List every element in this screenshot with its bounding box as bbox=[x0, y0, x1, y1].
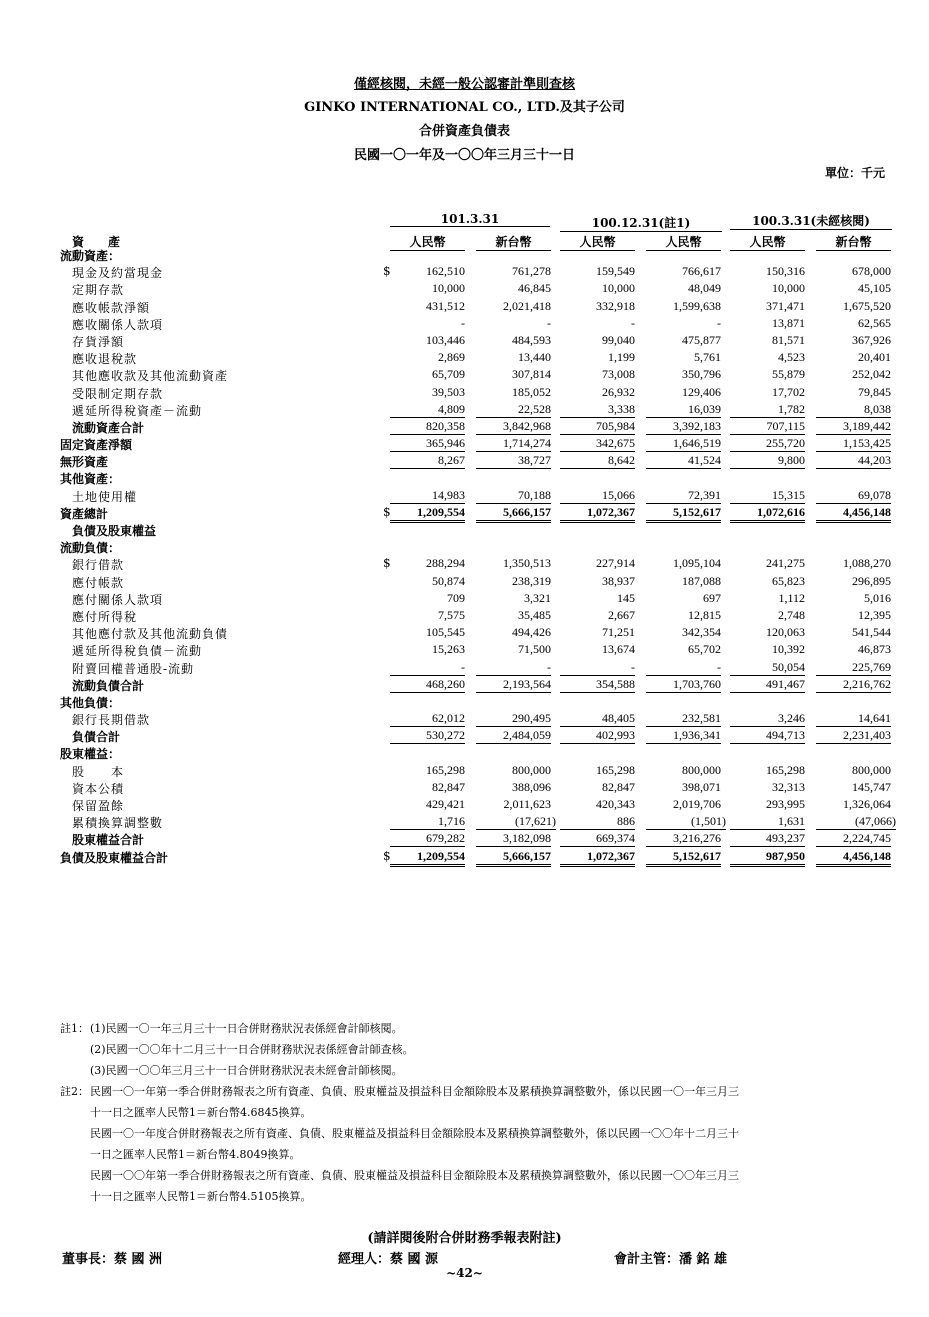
value-cell: 332,918 bbox=[596, 298, 635, 313]
value-cell: 5,761 bbox=[694, 350, 721, 365]
note-text: 十一日之匯率人民幣1＝新台幣4.6845換算。 bbox=[90, 1106, 312, 1119]
value-cell: 2,011,623 bbox=[503, 797, 551, 811]
value-cell: 2,021,418 bbox=[503, 298, 551, 313]
table-row bbox=[0, 298, 929, 315]
value-cell: 72,391 bbox=[646, 488, 721, 504]
table-row bbox=[0, 504, 929, 521]
table-row bbox=[0, 315, 929, 332]
table-row bbox=[0, 659, 929, 676]
value-cell: 55,879 bbox=[772, 367, 805, 382]
table-row bbox=[0, 830, 929, 847]
note-line bbox=[60, 1039, 900, 1060]
row-label: 股東權益合計 bbox=[72, 833, 145, 848]
table-row bbox=[0, 624, 929, 641]
value-cell: 10,000 bbox=[772, 281, 805, 296]
value-cell: 1,072,367 bbox=[560, 505, 635, 523]
value-cell: 678,000 bbox=[852, 264, 891, 279]
table-row bbox=[0, 727, 929, 744]
table-row bbox=[0, 744, 929, 761]
table-row bbox=[0, 573, 929, 590]
row-label: 遞延所得稅資產－流動 bbox=[72, 403, 203, 418]
value-cell: 12,395 bbox=[858, 607, 891, 622]
row-label: 其他資產： bbox=[60, 472, 121, 487]
value-cell: 165,298 bbox=[766, 762, 805, 777]
dollar-sign: $ bbox=[383, 504, 391, 519]
row-label: 資產總計 bbox=[60, 506, 109, 521]
value-cell: 1,112 bbox=[778, 590, 805, 605]
value-cell: 38,727 bbox=[476, 453, 551, 469]
value-cell: 4,809 bbox=[390, 402, 465, 418]
value-cell: 46,845 bbox=[518, 281, 551, 296]
table-row bbox=[0, 263, 929, 280]
value-cell: 296,895 bbox=[852, 573, 891, 588]
note-text: (2)民國一〇〇年十二月三十一日合併財務狀況表係經會計師查核。 bbox=[90, 1043, 414, 1056]
value-cell: 342,675 bbox=[560, 436, 635, 452]
value-cell: 150,316 bbox=[766, 264, 805, 279]
value-cell: 3,216,276 bbox=[646, 831, 721, 847]
value-cell: 48,049 bbox=[688, 281, 721, 296]
value-cell: 46,873 bbox=[858, 642, 891, 657]
value-cell: 1,703,760 bbox=[646, 677, 721, 693]
value-cell: 232,581 bbox=[646, 711, 721, 727]
value-cell: (47,066) bbox=[816, 814, 896, 830]
value-cell: 371,471 bbox=[766, 298, 805, 313]
value-cell: 2,869 bbox=[438, 350, 465, 365]
value-cell: 431,512 bbox=[426, 298, 465, 313]
note-text: 民國一〇一年度合併財務報表之所有資產、負債、股東權益及損益科目金額除股本及累積換算調整數外，係以民國一〇〇年十二月三十 bbox=[90, 1127, 739, 1140]
value-cell: 129,406 bbox=[682, 384, 721, 399]
value-cell: 293,995 bbox=[766, 797, 805, 811]
value-cell: 541,544 bbox=[852, 625, 891, 640]
row-label: 應收關係人款項 bbox=[72, 317, 164, 332]
value-cell: 679,282 bbox=[390, 831, 465, 847]
value-cell: 398,071 bbox=[682, 779, 721, 794]
row-label: 應收退稅款 bbox=[72, 352, 138, 367]
value-cell: (17,621) bbox=[476, 814, 556, 830]
value-cell: (1,501) bbox=[646, 814, 726, 830]
value-cell: 5,666,157 bbox=[476, 505, 551, 523]
row-label: 股 本 bbox=[72, 764, 125, 779]
value-cell: 241,275 bbox=[766, 556, 805, 571]
assets-section-header: 資 產 bbox=[72, 235, 121, 249]
value-cell: - bbox=[547, 315, 551, 330]
row-label: 負債合計 bbox=[72, 730, 121, 745]
row-label: 附賣回權普通股-流動 bbox=[72, 661, 195, 676]
row-label: 流動負債： bbox=[60, 541, 121, 556]
value-cell: 8,038 bbox=[816, 402, 891, 418]
value-cell: - bbox=[560, 660, 635, 676]
row-label: 銀行借款 bbox=[72, 558, 125, 573]
value-cell: 73,008 bbox=[602, 367, 635, 382]
value-cell: 41,524 bbox=[646, 453, 721, 469]
value-cell: 705,984 bbox=[560, 419, 635, 435]
value-cell: 3,182,098 bbox=[476, 831, 551, 847]
row-label: 資本公積 bbox=[72, 781, 125, 796]
value-cell: 81,571 bbox=[772, 332, 805, 347]
value-cell: 402,993 bbox=[560, 728, 635, 744]
value-cell: - bbox=[476, 660, 551, 676]
value-cell: 165,298 bbox=[596, 762, 635, 777]
value-cell: 3,189,442 bbox=[816, 419, 891, 435]
row-label: 負債及股東權益合計 bbox=[60, 850, 169, 865]
table-row bbox=[0, 813, 929, 830]
note-text: 一日之匯率人民幣1＝新台幣4.8049換算。 bbox=[90, 1148, 301, 1161]
value-cell: 766,617 bbox=[682, 264, 721, 279]
row-label: 定期存款 bbox=[72, 283, 125, 298]
value-cell: 32,313 bbox=[772, 779, 805, 794]
note-line bbox=[60, 1165, 900, 1186]
value-cell: 1,646,519 bbox=[646, 436, 721, 452]
value-cell: 1,599,638 bbox=[673, 298, 721, 313]
value-cell: 12,815 bbox=[688, 607, 721, 622]
value-cell: 491,467 bbox=[730, 677, 805, 693]
value-cell: 185,052 bbox=[512, 384, 551, 399]
value-cell: 10,392 bbox=[772, 642, 805, 657]
value-cell: 3,321 bbox=[524, 590, 551, 605]
value-cell: 187,088 bbox=[682, 573, 721, 588]
value-cell: 484,593 bbox=[512, 332, 551, 347]
value-cell: 252,042 bbox=[852, 367, 891, 382]
note-text: 十一日之匯率人民幣1＝新台幣4.5105換算。 bbox=[90, 1190, 312, 1203]
value-cell: - bbox=[717, 315, 721, 330]
row-label: 應付帳款 bbox=[72, 575, 125, 590]
value-cell: 1,782 bbox=[730, 402, 805, 418]
value-cell: 10,000 bbox=[432, 281, 465, 296]
value-cell: 7,575 bbox=[438, 607, 465, 622]
value-cell: 44,203 bbox=[816, 453, 891, 469]
note-prefix: 註1： bbox=[60, 1022, 89, 1035]
value-cell: 1,199 bbox=[608, 350, 635, 365]
value-cell: 71,251 bbox=[602, 625, 635, 640]
value-cell: - bbox=[631, 315, 635, 330]
row-label: 其他應收款及其他流動資產 bbox=[72, 369, 229, 384]
value-cell: 15,315 bbox=[730, 488, 805, 504]
dollar-sign: $ bbox=[383, 848, 391, 863]
value-cell: 14,983 bbox=[390, 488, 465, 504]
value-cell: 17,702 bbox=[772, 384, 805, 399]
footer-title: (請詳閱後附合併財務季報表附註) bbox=[367, 1231, 562, 1246]
value-cell: 1,936,341 bbox=[646, 728, 721, 744]
value-cell: 1,714,274 bbox=[476, 436, 551, 452]
table-row bbox=[0, 418, 929, 435]
table-row bbox=[0, 848, 929, 865]
value-cell: 79,845 bbox=[858, 384, 891, 399]
col-group-100-3-31: 100.3.31(未經核閱) bbox=[730, 212, 892, 230]
col-group-101-3-31: 101.3.31 bbox=[390, 212, 550, 227]
value-cell: 886 bbox=[560, 814, 635, 830]
value-cell: 165,298 bbox=[426, 762, 465, 777]
value-cell: 1,095,104 bbox=[673, 556, 721, 571]
row-label: 保留盈餘 bbox=[72, 799, 125, 813]
value-cell: 69,078 bbox=[816, 488, 891, 504]
note-text: (1)民國一〇一年三月三十一日合併財務狀況表係經會計師核閱。 bbox=[90, 1022, 403, 1035]
value-cell: 429,421 bbox=[426, 797, 465, 811]
value-cell: 145 bbox=[617, 590, 635, 605]
value-cell: 225,769 bbox=[816, 660, 891, 676]
value-cell: 255,720 bbox=[730, 436, 805, 452]
currency-header: 人民幣 bbox=[730, 233, 805, 251]
accountant-signature: 會計主管：潘 銘 雄 bbox=[614, 1252, 728, 1267]
value-cell: 2,193,564 bbox=[476, 677, 551, 693]
value-cell: 9,800 bbox=[730, 453, 805, 469]
note-text: (3)民國一〇〇年三月三十一日合併財務狀況表未經會計師核閱。 bbox=[90, 1064, 403, 1077]
row-label: 無形資產 bbox=[60, 455, 109, 470]
value-cell: 307,814 bbox=[512, 367, 551, 382]
row-label: 遞延所得稅負債－流動 bbox=[72, 644, 203, 659]
value-cell: 290,495 bbox=[476, 711, 551, 727]
row-label: 股東權益： bbox=[60, 747, 121, 762]
value-cell: - bbox=[461, 315, 465, 330]
row-label: 存貨淨額 bbox=[72, 334, 125, 349]
value-cell: 62,565 bbox=[858, 315, 891, 330]
value-cell: 2,216,762 bbox=[816, 677, 891, 693]
value-cell: 800,000 bbox=[512, 762, 551, 777]
note-line bbox=[60, 1081, 900, 1102]
row-label: 土地使用權 bbox=[72, 489, 138, 504]
value-cell: 1,209,554 bbox=[390, 849, 465, 867]
value-cell: 82,847 bbox=[432, 779, 465, 794]
note-text: 民國一〇一年第一季合併財務報表之所有資產、負債、股東權益及損益科目金額除股本及累積換算調整數外，係以民國一〇一年三月三 bbox=[90, 1085, 739, 1098]
table-row bbox=[0, 676, 929, 693]
note-line bbox=[60, 1144, 900, 1165]
value-cell: 162,510 bbox=[426, 264, 465, 279]
table-row bbox=[0, 521, 929, 538]
value-cell: 5,152,617 bbox=[646, 505, 721, 523]
value-cell: - bbox=[646, 660, 721, 676]
note-line bbox=[60, 1018, 900, 1039]
value-cell: 2,667 bbox=[608, 607, 635, 622]
value-cell: 4,523 bbox=[778, 350, 805, 365]
note-line bbox=[60, 1123, 900, 1144]
value-cell: 50,874 bbox=[432, 573, 465, 588]
value-cell: 39,503 bbox=[432, 384, 465, 399]
statement-title: 合併資產負債表 bbox=[418, 124, 510, 139]
value-cell: 65,823 bbox=[772, 573, 805, 588]
value-cell: 530,272 bbox=[390, 728, 465, 744]
value-cell: 8,267 bbox=[390, 453, 465, 469]
value-cell: 365,946 bbox=[390, 436, 465, 452]
value-cell: 4,456,148 bbox=[816, 849, 891, 867]
value-cell: 159,549 bbox=[596, 264, 635, 279]
value-cell: 38,937 bbox=[602, 573, 635, 588]
value-cell: 820,358 bbox=[390, 419, 465, 435]
value-cell: 697 bbox=[703, 590, 721, 605]
value-cell: 800,000 bbox=[682, 762, 721, 777]
balance-sheet-table bbox=[0, 246, 929, 865]
statement-date: 民國一〇一年及一〇〇年三月三十一日 bbox=[353, 148, 575, 163]
value-cell: 145,747 bbox=[852, 779, 891, 794]
value-cell: 13,440 bbox=[518, 350, 551, 365]
value-cell: 10,000 bbox=[602, 281, 635, 296]
table-row bbox=[0, 762, 929, 779]
value-cell: 342,354 bbox=[682, 625, 721, 640]
value-cell: 22,528 bbox=[476, 402, 551, 418]
value-cell: 2,231,403 bbox=[816, 728, 891, 744]
value-cell: 2,019,706 bbox=[673, 797, 721, 811]
value-cell: 1,088,270 bbox=[843, 556, 891, 571]
value-cell: 103,446 bbox=[426, 332, 465, 347]
row-label: 現金及約當現金 bbox=[72, 266, 164, 281]
note-text: 民國一〇〇年第一季合併財務報表之所有資產、負債、股東權益及損益科目金額除股本及累積換算調整數外，係以民國一〇〇年三月三 bbox=[90, 1169, 739, 1182]
table-row bbox=[0, 538, 929, 555]
value-cell: 1,675,520 bbox=[843, 298, 891, 313]
currency-header: 人民幣 bbox=[390, 233, 465, 251]
col-group-100-12-31: 100.12.31(註1) bbox=[560, 214, 722, 232]
value-cell: 350,796 bbox=[682, 367, 721, 382]
value-cell: 65,702 bbox=[688, 642, 721, 657]
value-cell: 105,545 bbox=[426, 625, 465, 640]
value-cell: 3,338 bbox=[560, 402, 635, 418]
value-cell: 761,278 bbox=[512, 264, 551, 279]
value-cell: 1,631 bbox=[730, 814, 805, 830]
value-cell: 669,374 bbox=[560, 831, 635, 847]
table-row bbox=[0, 246, 929, 263]
value-cell: 494,426 bbox=[512, 625, 551, 640]
note-prefix: 註2： bbox=[60, 1085, 89, 1098]
value-cell: 707,115 bbox=[730, 419, 805, 435]
value-cell: 1,153,425 bbox=[816, 436, 891, 452]
value-cell: 4,456,148 bbox=[816, 505, 891, 523]
value-cell: 13,674 bbox=[602, 642, 635, 657]
table-row bbox=[0, 796, 929, 813]
row-label: 累積換算調整數 bbox=[72, 816, 164, 831]
table-row bbox=[0, 280, 929, 297]
value-cell: 3,392,183 bbox=[646, 419, 721, 435]
value-cell: 26,932 bbox=[602, 384, 635, 399]
value-cell: 5,152,617 bbox=[646, 849, 721, 867]
value-cell: 388,096 bbox=[512, 779, 551, 794]
table-row bbox=[0, 332, 929, 349]
value-cell: 1,350,513 bbox=[503, 556, 551, 571]
value-cell: 65,709 bbox=[432, 367, 465, 382]
value-cell: 493,237 bbox=[730, 831, 805, 847]
table-row bbox=[0, 469, 929, 486]
row-label: 固定資產淨額 bbox=[60, 438, 133, 453]
value-cell: 367,926 bbox=[852, 332, 891, 347]
value-cell: 50,054 bbox=[730, 660, 805, 676]
value-cell: 800,000 bbox=[852, 762, 891, 777]
value-cell: 5,666,157 bbox=[476, 849, 551, 867]
row-label: 銀行長期借款 bbox=[72, 713, 151, 728]
row-label: 流動資產合計 bbox=[72, 420, 145, 435]
value-cell: 3,842,968 bbox=[476, 419, 551, 435]
notes-section bbox=[60, 1018, 900, 1207]
value-cell: 99,040 bbox=[602, 332, 635, 347]
value-cell: 3,246 bbox=[730, 711, 805, 727]
table-row bbox=[0, 452, 929, 469]
value-cell: 354,588 bbox=[560, 677, 635, 693]
manager-signature: 經理人：蔡 國 源 bbox=[338, 1252, 439, 1267]
value-cell: 13,871 bbox=[772, 315, 805, 330]
row-label: 受限制定期存款 bbox=[72, 386, 164, 401]
value-cell: 8,642 bbox=[560, 453, 635, 469]
currency-header: 新台幣 bbox=[476, 233, 551, 251]
value-cell: 468,260 bbox=[390, 677, 465, 693]
table-row bbox=[0, 487, 929, 504]
row-label: 流動負債合計 bbox=[72, 678, 145, 693]
value-cell: 120,063 bbox=[766, 625, 805, 640]
currency-header: 人民幣 bbox=[560, 233, 635, 251]
value-cell: 62,012 bbox=[390, 711, 465, 727]
table-row bbox=[0, 693, 929, 710]
value-cell: 238,319 bbox=[512, 573, 551, 588]
note-line bbox=[60, 1060, 900, 1081]
table-row bbox=[0, 401, 929, 418]
unit-label: 單位：千元 bbox=[824, 166, 885, 180]
row-label: 應收帳款淨額 bbox=[72, 300, 151, 315]
value-cell: 1,209,554 bbox=[390, 505, 465, 523]
table-row bbox=[0, 435, 929, 452]
value-cell: 35,485 bbox=[518, 607, 551, 622]
row-label: 流動資產： bbox=[60, 249, 121, 263]
row-label: 應付所得稅 bbox=[72, 609, 138, 624]
value-cell: 16,039 bbox=[646, 402, 721, 418]
value-cell: 1,716 bbox=[390, 814, 465, 830]
table-row bbox=[0, 779, 929, 796]
value-cell: 5,016 bbox=[864, 590, 891, 605]
note-line bbox=[60, 1102, 900, 1123]
table-row bbox=[0, 349, 929, 366]
value-cell: 420,343 bbox=[596, 797, 635, 811]
value-cell: 15,263 bbox=[432, 642, 465, 657]
value-cell: 20,401 bbox=[858, 350, 891, 365]
value-cell: 1,326,064 bbox=[843, 797, 891, 811]
row-label: 應付關係人款項 bbox=[72, 592, 164, 607]
row-label: 負債及股東權益 bbox=[72, 524, 157, 538]
table-row bbox=[0, 607, 929, 624]
value-cell: 227,914 bbox=[596, 556, 635, 571]
value-cell: 987,950 bbox=[730, 849, 805, 867]
row-label: 其他負債： bbox=[60, 695, 121, 710]
chairman-signature: 董事長：蔡 國 洲 bbox=[62, 1252, 163, 1267]
value-cell: 2,748 bbox=[778, 607, 805, 622]
dollar-sign: $ bbox=[383, 556, 391, 571]
value-cell: 15,066 bbox=[560, 488, 635, 504]
value-cell: 45,105 bbox=[858, 281, 891, 296]
row-label: 其他應付款及其他流動負債 bbox=[72, 627, 229, 642]
value-cell: 494,713 bbox=[730, 728, 805, 744]
dollar-sign: $ bbox=[383, 264, 391, 279]
currency-header: 人民幣 bbox=[646, 233, 721, 251]
value-cell: 1,072,616 bbox=[730, 505, 805, 523]
review-note: 僅經核閱，未經一般公認審計準則查核 bbox=[353, 77, 575, 92]
value-cell: 475,877 bbox=[682, 332, 721, 347]
value-cell: 2,224,745 bbox=[816, 831, 891, 847]
value-cell: 70,188 bbox=[476, 488, 551, 504]
table-row bbox=[0, 366, 929, 383]
value-cell: 82,847 bbox=[602, 779, 635, 794]
value-cell: 288,294 bbox=[426, 556, 465, 571]
page-number: ~42~ bbox=[446, 1266, 483, 1280]
value-cell: - bbox=[390, 660, 465, 676]
table-row bbox=[0, 710, 929, 727]
value-cell: 48,405 bbox=[560, 711, 635, 727]
value-cell: 71,500 bbox=[518, 642, 551, 657]
value-cell: 1,072,367 bbox=[560, 849, 635, 867]
company-name: GINKO INTERNATIONAL CO., LTD.及其子公司 bbox=[304, 100, 625, 115]
value-cell: 2,484,059 bbox=[476, 728, 551, 744]
table-row bbox=[0, 555, 929, 572]
note-line bbox=[60, 1186, 900, 1207]
table-row bbox=[0, 641, 929, 658]
currency-header: 新台幣 bbox=[816, 233, 891, 251]
table-row bbox=[0, 384, 929, 401]
value-cell: 14,641 bbox=[816, 711, 891, 727]
value-cell: 709 bbox=[447, 590, 465, 605]
table-row bbox=[0, 590, 929, 607]
